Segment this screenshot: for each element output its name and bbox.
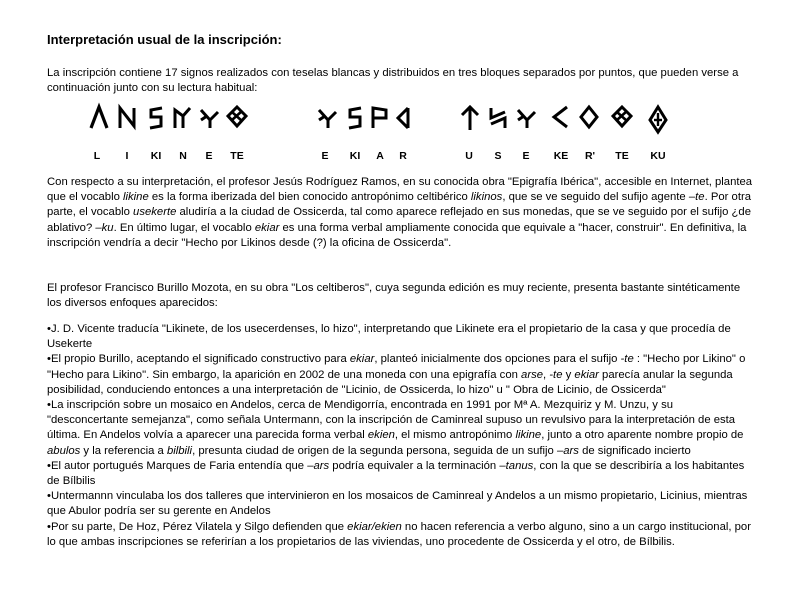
reading-label: KI: [349, 150, 361, 162]
inscription-signs: [0, 104, 800, 134]
iberian-sign-a-icon: [369, 104, 391, 130]
reading-label: N: [179, 150, 187, 162]
iberian-sign-e-icon: [198, 104, 220, 130]
iberian-sign-te-icon: [610, 104, 634, 130]
iberian-sign-ku-icon: [647, 104, 669, 134]
reading-label: E: [205, 150, 213, 162]
list-item: •J. D. Vicente traducía "Likinete, de los usecerdenses, lo hizo", interpretando que Likinete era el propietario de la casa y que procedía de Usekerte: [47, 323, 731, 351]
reading-label: KI: [150, 150, 162, 162]
iberian-sign-e-icon: [515, 104, 537, 130]
iberian-sign-i-icon: [116, 104, 138, 130]
list-item: •La inscripción sobre un mosaico en Andelos, cerca de Mendigorría, encontrada en 1991 por Mª A. Mezquiriz y M. Unzu, y su "desconcertante semejanza", como señala Untermann, con la inscripción de Caminreal supuso un revulsivo para la interpretación de esta última. En Andelos volvía a aparecer una parecida forma verbal ekien, el mismo antropónimo likine, junto a otro aparente nombre propio de abulos y la referencia a bilbili, presunta ciudad de origen de la segunda persona, seguida de un sufijo –ars de significado incierto: [47, 399, 744, 457]
reading-label: A: [376, 150, 384, 162]
reading-label: TE: [230, 150, 244, 162]
iberian-sign-ke-icon: [549, 104, 571, 130]
bullet-list: [47, 322, 757, 550]
iberian-sign-l-icon: [88, 104, 110, 130]
reading-label: U: [465, 150, 473, 162]
iberian-sign-n-icon: [172, 104, 194, 130]
reading-label: R': [584, 150, 596, 162]
reading-label: E: [522, 150, 530, 162]
iberian-sign-r-icon: [392, 104, 414, 130]
reading-label: KE: [553, 150, 569, 162]
iberian-sign-r2-icon: [578, 104, 600, 130]
reading-label: L: [93, 150, 101, 162]
reading-label: I: [125, 150, 129, 162]
iberian-sign-ki-icon: [145, 104, 167, 130]
reading-label: E: [321, 150, 329, 162]
list-item: •Por su parte, De Hoz, Pérez Vilatela y Silgo defienden que ekiar/ekien no hacen referencia a verbo alguno, sino a un cargo institucional, por lo que ambas inscripciones se referirían a los propietarios de las viviendas, uno procedente de Ossicerda y el otro, de Bílbilis.: [47, 520, 751, 548]
iberian-sign-te-icon: [225, 104, 249, 130]
burillo-paragraph: El profesor Francisco Burillo Mozota, en su obra "Los celtiberos", cuya segunda edición es muy reciente, presenta bastante sintéticamente los diversos enfoques aparecidos:: [47, 282, 741, 310]
reading-label: KU: [650, 150, 666, 162]
intro-paragraph: La inscripción contiene 17 signos realizados con teselas blancas y distribuidos en tres bloques separados por puntos, que pueden verse a continuación junto con su lectura habitual:: [47, 67, 739, 95]
iberian-sign-e-icon: [316, 104, 338, 130]
iberian-sign-u-icon: [459, 104, 481, 132]
iberian-sign-ki-icon: [344, 104, 366, 130]
list-item: •El propio Burillo, aceptando el significado constructivo para ekiar, planteó inicialmente dos opciones para el sufijo -te : "Hecho por Likino" o "Hecho para Likino". Sin embargo, la aparición en 2002 de una moneda con una epigrafía con arse, -te y ekiar parecía anular la segunda posibilidad, conduciendo entonces a una interpretación de "Licinio, de Ossicerda, lo hizo" u " Obra de Licinio, de Ossicerda": [47, 353, 746, 396]
iberian-sign-s-icon: [487, 104, 509, 130]
reading-label: TE: [615, 150, 629, 162]
reading-label: S: [494, 150, 502, 162]
list-item: •El autor portugués Marques de Faria entendía que –ars podría equivaler a la terminación –tanus, con la que se describiría a los habitantes de Bílbilis: [47, 459, 745, 488]
sign-readings: [0, 150, 800, 166]
section-heading: Interpretación usual de la inscripción:: [47, 32, 282, 47]
interpretation-paragraph: Con respecto a su interpretación, el profesor Jesús Rodríguez Ramos, en su conocida obra "Epigrafía Ibérica", accesible en Internet, plantea que el vocablo likine es la forma iberizada del bien conocido antropónimo celtibérico likinos, que se ve seguido del sufijo agente –te. Por otra parte, el vocablo usekerte aludiría a la ciudad de Ossicerda, tal como aparece reflejado en sus monedas, que se ve seguido por el sufijo ¿de ablativo? –ku. En último lugar, el vocablo ekiar es una forma verbal ampliamente conocida que equivale a "hacer, construir". En definitiva, la inscripción vendría a decir "Hecho por Likinos desde (?) la oficina de Ossicerda".: [47, 176, 753, 249]
list-item: •Untermannn vinculaba los dos talleres que intervinieron en los mosaicos de Caminreal y Andelos a un mismo propietario, Licinius, mientras que Abulor podría ser su gerente en Andelos: [47, 490, 748, 518]
reading-label: R: [399, 150, 407, 162]
